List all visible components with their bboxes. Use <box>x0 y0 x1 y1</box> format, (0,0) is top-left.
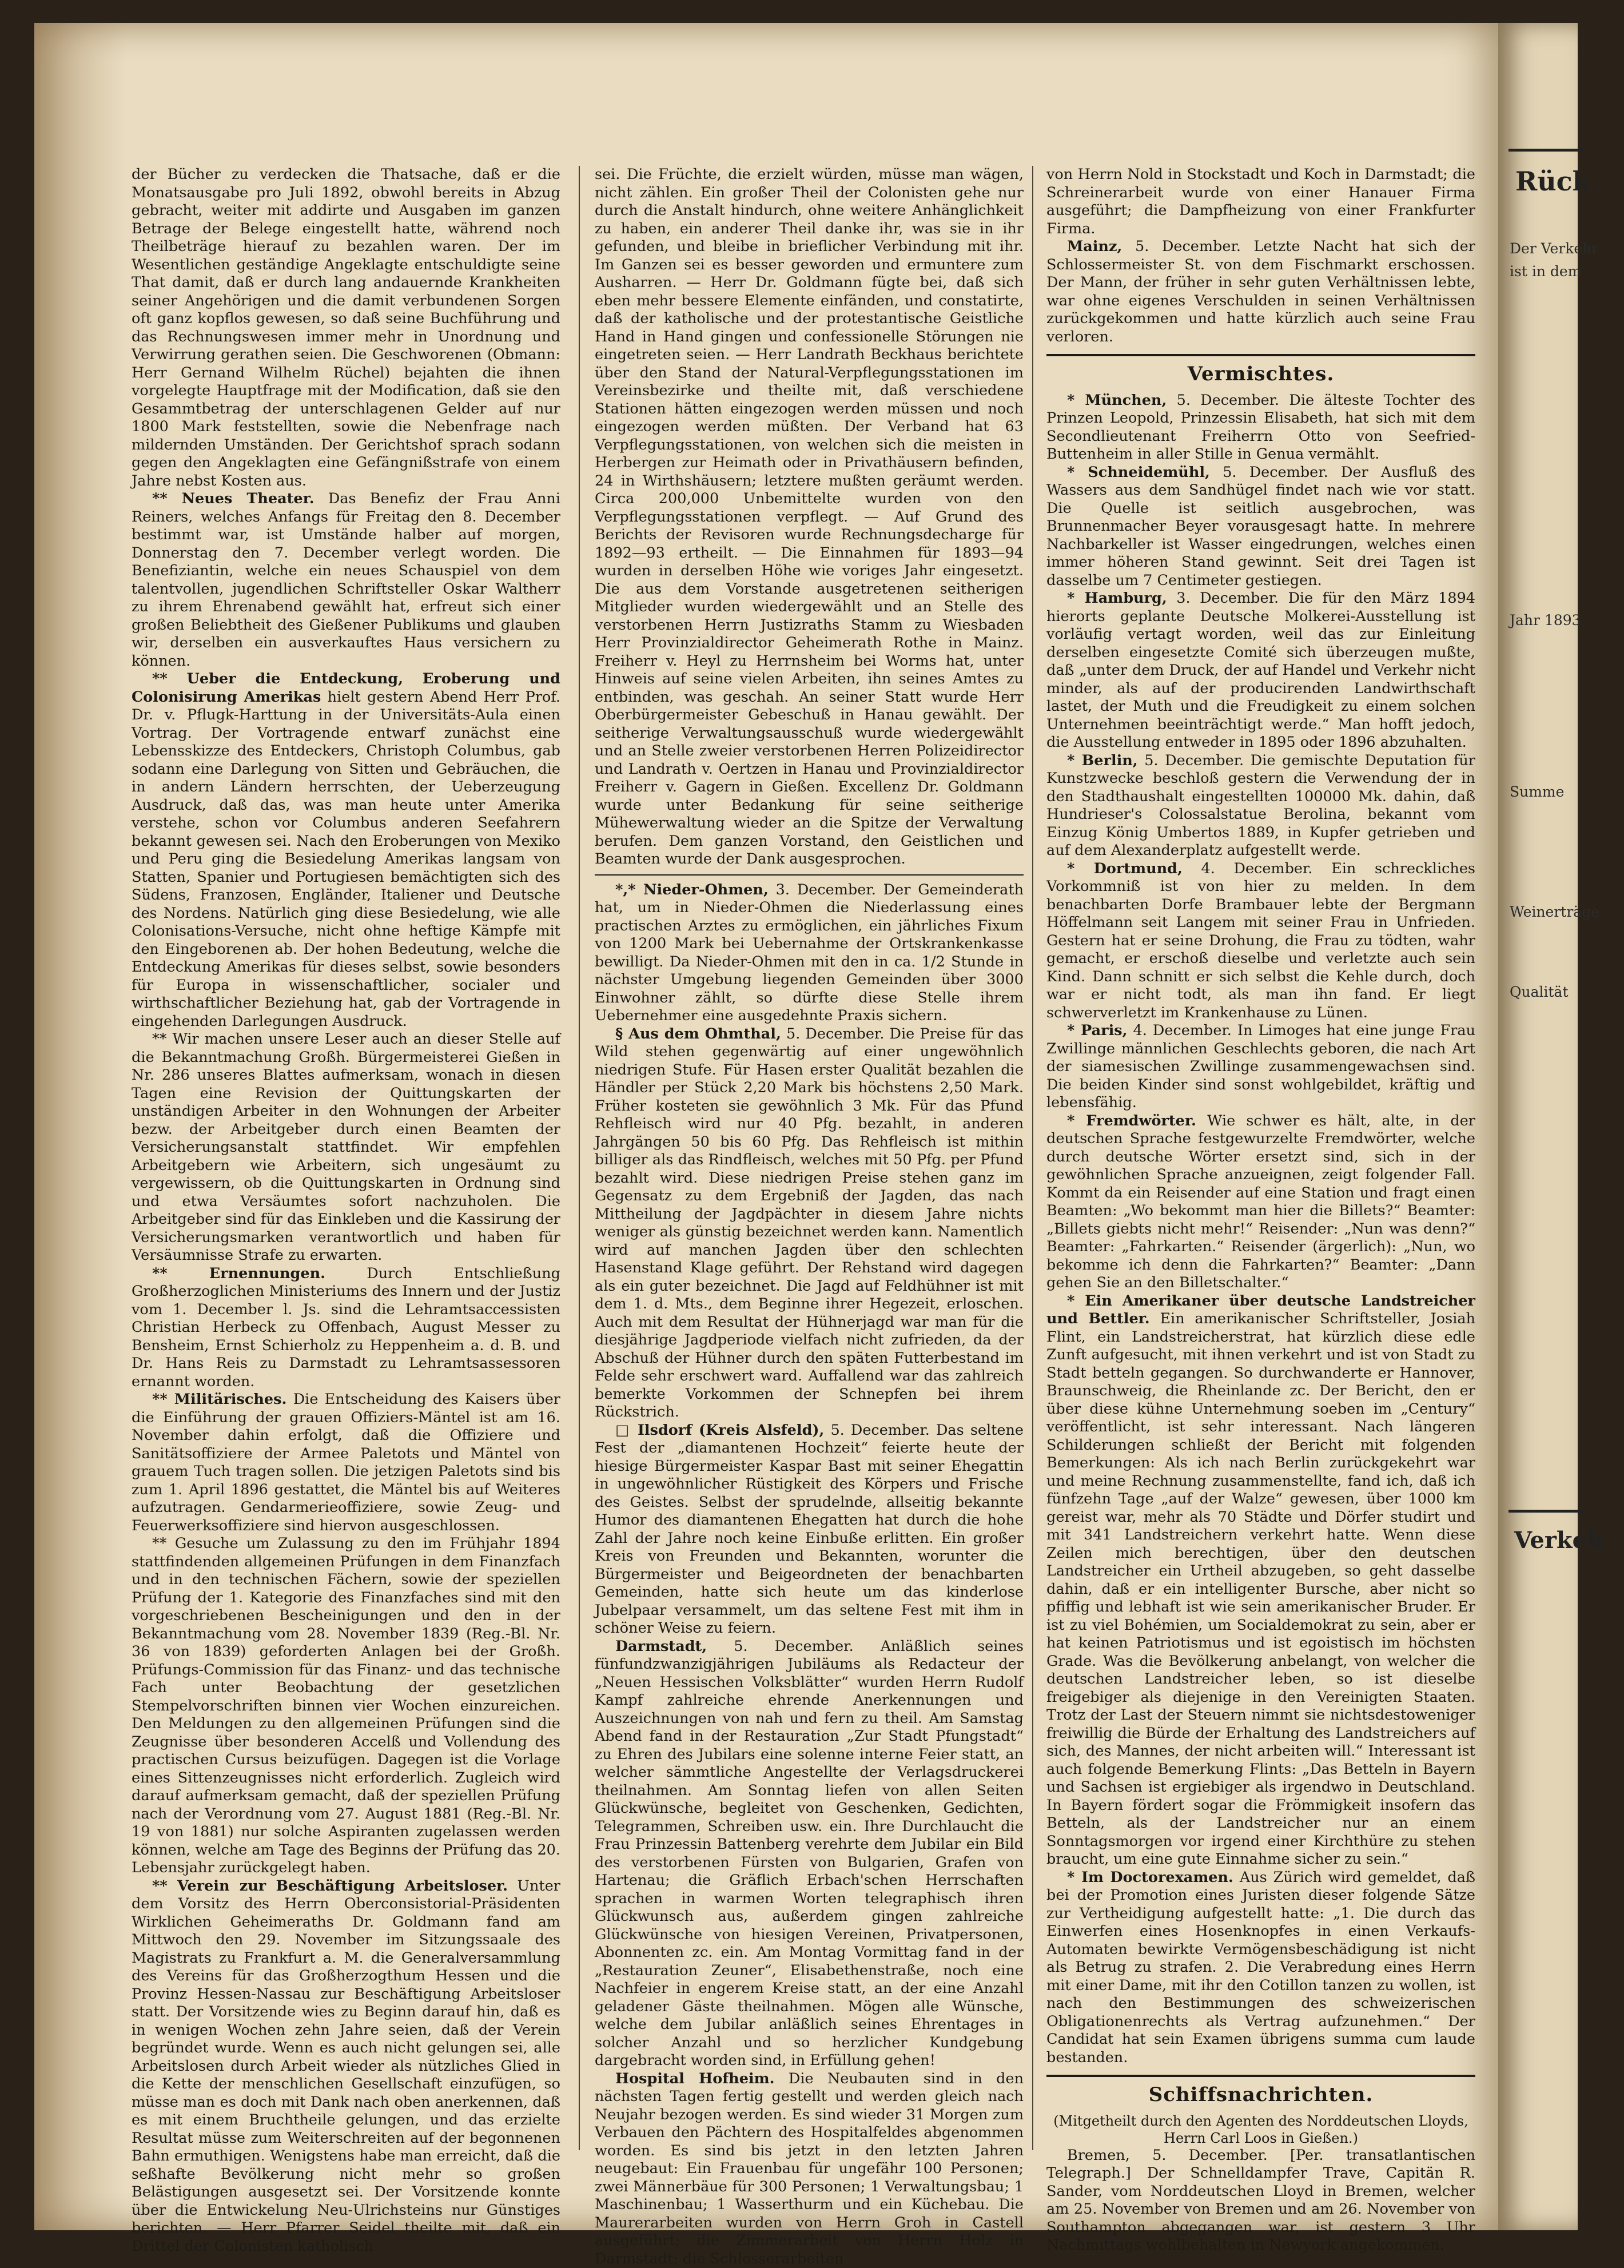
article-text: von Herrn Nold in Stockstadt und Koch in Darmstadt; die Schreinerarbeit wurde von einer Hanauer Firma ausgeführt; die Dampfheizung von einer Frankfurter Firma. <box>1046 166 1475 238</box>
article-amerikaner <box>1046 1292 1475 1869</box>
article-text: der Bücher zu verdecken die Thatsache, daß er die Monatsausgabe pro Juli 1892, obwohl bereits in Abzug gebracht, weiter mit addirte und Ausgaben im ganzen Betrage der Belege eingestellt hatte, während noch Theilbeträge hierauf zu bezahlen waren. Der im Wesentlichen geständige Angeklagte entschuldigte seine That damit, daß er durch lang andauernde Krankheiten seiner Angehörigen und die damit verbundenen Sorgen oft ganz kopflos gewesen, so daß seine Buchführung und das Rechnungswesen immer mehr in Unordnung und Verwirrung gerathen seien. Die Geschworenen (Obmann: Herr Gernand Wilhelm Rüchel) bejahten die ihnen vorgelegte Hauptfrage mit der Modification, daß sie den Gesammtbetrag der unterschlagenen Gelder auf nur 1800 Mark feststellten, sowie die Nebenfrage nach mildernden Umständen. Der Gerichtshof sprach sodann gegen den Angeklagten eine Gefängnißstrafe von einem Jahre nebst Kosten aus. <box>132 166 560 490</box>
adjacent-text-fragment: ist in dem <box>1510 263 1624 280</box>
article-heading: * Fremdwörter. <box>1067 1112 1196 1129</box>
article-text: Die Entscheidung des Kaisers über die Einführung der grauen Offiziers-Mäntel ist am 16. November dahin erfolgt, daß die Offiziere und Sanitätsoffiziere der Armee Paletots und Mäntel von grauem Tuch tragen sollen. Die jetzigen Paletots sind bis zum 1. April 1896 gestattet, die Mäntel bis auf Weiteres aufzutragen. Gendarmerieoffiziere, sowie Zeug- und Feuerwerksoffiziere sind hiervon ausgeschlossen. <box>132 1391 560 1534</box>
article-text: Wie schwer es hält, alte, in der deutschen Sprache festgewurzelte Fremdwörter, welche durch deutsche Wörter ersetzt sind, sich in der gewöhnlichen Sprache anzueignen, zeigt folgender Fall. Kommt da ein Reisender auf eine Station und fragt einen Beamten: „Wo bekommt man hier die Billets?“ Beamter: „Billets giebts nicht mehr!“ Reisender: „Nun was denn?“ Beamter: „Fahrkarten.“ Reisender (ärgerlich): „Nun, wo bekomme ich denn die Fahrkarten?“ Beamter: „Dann gehen Sie an den Billetschalter.“ <box>1046 1112 1475 1292</box>
column-2 <box>595 166 1024 2150</box>
article-heading: * Dortmund, <box>1067 860 1183 877</box>
article-heading: ** Ueber die Entdeckung, Eroberung und Colonisirung Amerikas <box>132 670 560 706</box>
article-text: Ein amerikanischer Schriftsteller, Josiah Flint, ein Landstreicherstrat, hat kürzlich diese edle Zunft aufgesucht, mit ihnen verkehrt und ist von Stadt zu Stadt betteln gegangen. So durchwanderte er Hannover, Braunschweig, die Rheinlande zc. Der Bericht, den er über diese kühne Unternehmung soeben im „Century“ veröffentlicht, ist sehr interessant. Nach längeren Schilderungen schließt der Bericht mit folgenden Bemerkungen: Als ich nach Berlin zurückgekehrt war und meine Rechnung zusammenstellte, fand ich, daß ich fünfzehn Tage „auf der Walze“ gewesen, über 1000 km gereist war, mehr als 70 Städte und Dörfer studirt und mit 341 Landstreichern verkehrt hatte. Wenn diese Zeilen mich berechtigen, über den deutschen Landstreicher ein Urtheil abzugeben, so geht dasselbe dahin, daß er ein intelligenter Bursche, aber nicht so pfiffig und lebhaft ist wie sein amerikanischer Bruder. Er ist zu viel Bohémien, um Socialdemokrat zu sein, aber er hat keinen Patriotismus und ist egoistisch im höchsten Grade. Was die Bevölkerung anbelangt, von welcher die deutschen Landstreicher leben, so ist dieselbe freigebiger als diejenige in den Vereinigten Staaten. Trotz der Last der Steuern nimmt sie nichtsdestoweniger freiwillig die Bürde der Erhaltung des Landstreichers auf sich, des Mannes, der nicht arbeiten will.“ Interessant ist auch folgende Bemerkung Flints: „Das Betteln in Bayern und Sachsen ist ergiebiger als irgendwo in Deutschland. In Bayern fördert sogar die Frömmigkeit insofern das Betteln, als der Landstreicher nur an einem Sonntagsmorgen vor irgend einer Kirchthüre zu stehen braucht, um eine gute Einnahme sicher zu sein.“ <box>1046 1310 1475 1868</box>
article-theater <box>132 490 560 670</box>
article-heading: □ Ilsdorf (Kreis Alsfeld), <box>615 1422 824 1439</box>
article-muenchen <box>1046 392 1475 464</box>
article-heading: § Aus dem Ohmthal, <box>615 1025 781 1043</box>
page-rule <box>1508 1510 1583 1513</box>
column-divider <box>1032 166 1033 2150</box>
article-text: 5. December. Die Preise für das Wild stehen gegenwärtig auf einer ungewöhnlich niedrigen Stufe. Für Hasen erster Qualität bezahlen die Händler per Stück 2,20 Mark bis höchstens 2,50 Mark. Früher kosteten sie gewöhnlich 3 Mk. Für das Pfund Rehfleisch wird nur 40 Pfg. bezahlt, in anderen Jahrgängen 50 bis 60 Pfg. Das Rehfleisch ist mithin billiger als das Rindfleisch, welches mit 50 Pfg. per Pfund bezahlt wird. Diese niedrigen Preise stehen ganz im Gegensatz zu dem Ergebniß der Jagden, das nach Mittheilung der Jagdpächter in diesem Jahre nichts weniger als günstig bezeichnet werden kann. Namentlich wird auf manchen Jagden über den schlechten Hasenstand Klage geführt. Der Rehstand wird dagegen als ein guter bezeichnet. Die Jagd auf Feldhühner ist mit dem 1. d. Mts., dem Beginne ihrer Hegezeit, erloschen. Auch mit dem Resultat der Hühnerjagd war man für die diesjährige Jagdperiode vielfach nicht zufrieden, da der Abschuß der Hühner durch den späten Futterbestand im Felde sehr erschwert ward. Auffallend war das zahlreich bemerkte Vorkommen der Schnepfen bei ihrem Rückstrich. <box>595 1025 1024 1421</box>
article-ernennungen <box>132 1265 560 1391</box>
adjacent-text-fragment: Jahr 1893 <box>1510 612 1624 629</box>
article-heading: * Hamburg, <box>1067 590 1167 607</box>
article-text: 5. December. Das seltene Fest der „diamantenen Hochzeit“ feierte heute der hiesige Bürgermeister Kaspar Bast mit seiner Ehegattin in ungewöhnlicher Rüstigkeit des Körpers und Frische des Geistes. Selbst der sprudelnde, allseitig bekannte Humor des diamantenen Ehegatten hat durch die hohe Zahl der Jahre noch keine Einbuße erlitten. Ein großer Kreis von Freunden und Bekannten, worunter die Bürgermeister und Beigeordneten der benachbarten Gemeinden, hatte sich heute um das kinderlose Jubelpaar versammelt, um das seltene Fest mit ihm in schöner Weise zu feiern. <box>595 1422 1024 1637</box>
page-gutter-shadow <box>34 23 126 2230</box>
article-schneidemuehl <box>1046 464 1475 590</box>
article-text: 3. December. Der Gemeinderath hat, um in Nieder-Ohmen die Niederlassung eines practischen Arztes zu ermöglichen, ein jährliches Fixum von 1200 Mark bei Uebernahme der Ortskrankenkasse bewilligt. Da Nieder-Ohmen mit den in ca. 1/2 Stunde in nächster Umgebung liegenden Gemeinden über 3000 Einwohner zählt, so dürfte diese Stelle ihrem Uebernehmer eine ausgedehnte Praxis sichern. <box>595 881 1024 1025</box>
section-rule <box>1046 2075 1475 2077</box>
article-text: Unter dem Vorsitz des Herrn Oberconsistorial-Präsidenten Wirklichen Geheimeraths Dr. Goldmann fand am Mittwoch den 29. November im Sitzungssaale des Magistrats zu Frankfurt a. M. die Generalversammlung des Vereins für das Großherzogthum Hessen und die Provinz Hessen-Nassau zur Beschäftigung Arbeitsloser statt. Der Vorsitzende wies zu Beginn darauf hin, daß es in wenigen Wochen zehn Jahre seien, daß der Verein begründet wurde. Wenn es auch nicht gelungen sei, alle Arbeitslosen durch Arbeit wieder als nützliches Glied in die Kette der menschlichen Gesellschaft einzufügen, so müsse man es doch mit Dank nach oben anerkennen, daß es mit einem Bruchtheile gelungen, und das erzielte Resultat müsse zum Weiterschreiten auf der begonnenen Bahn ermuthigen. Wenigstens habe man erreicht, daß die seßhafte Bevölkerung nicht mehr so großen Belästigungen ausgesetzt sei. Der Vorsitzende konnte über die Entwickelung Neu-Ulrichsteins nur Günstiges berichten. — Herr Pfarrer Seidel theilte mit, daß ein Drittel der Colonisten katholisch <box>132 1877 560 2255</box>
article-militaer <box>132 1391 560 1535</box>
article-text: 5. December. Die älteste Tochter des Prinzen Leopold, Prinzessin Elisabeth, hat sich mit dem Secondlieutenant Freiherrn Otto von Seefried-Buttenheim in aller Stille in Genua vermählt. <box>1046 392 1475 463</box>
article-heading: * Ein Amerikaner über deutsche Landstreicher und Bettler. <box>1046 1292 1475 1328</box>
column-3 <box>1046 166 1475 2150</box>
article-text: 5. December. Letzte Nacht hat sich der Schlossermeister St. von dem Fischmarkt erschossen. Der Mann, der früher in sehr guten Verhältnissen lebte, war ohne eigenes Verschulden in seinen Verhältnissen zurückgekommen und hatte kürzlich auch seine Frau verloren. <box>1046 238 1475 345</box>
article-heading: ** Militärisches. <box>152 1391 286 1408</box>
article-text: 4. December. Ein schreckliches Vorkommniß ist von hier zu melden. In dem benachbarten Dorfe Brambauer lebte der Bergmann Höffelmann seit Langem mit seiner Frau in Unfrieden. Gestern hat er seine Drohung, die Frau zu tödten, wahr gemacht, er erschoß dieselbe und verletzte auch sein Kind. Dann schnitt er sich selbst die Kehle durch, doch war er nicht todt, als man ihn fand. Er liegt schwerverletzt im Krankenhause zu Lünen. <box>1046 860 1475 1021</box>
article-darmstadt <box>595 1638 1024 2070</box>
article-text: 3. December. Die für den März 1894 hierorts geplante Deutsche Molkerei-Ausstellung ist vorläufig vertagt worden, weil das zur Einleitung derselben eingesetzte Comité sich überzeugen mußte, daß „unter dem Druck, der auf Handel und Verkehr nicht minder, als auf der producirenden Landwirthschaft lastet, der Muth und die Freudigkeit zu einem solchen Unternehmen beeinträchtigt werde.“ Man hofft jedoch, die Ausstellung entweder in 1895 oder 1896 abzuhalten. <box>1046 590 1475 751</box>
article-text: Die Neubauten sind in den nächsten Tagen fertig gestellt und werden gleich nach Neujahr bezogen werden. Es sind wieder 31 Morgen zum Verbauen den Pächtern des Hospitalfeldes abgenommen worden. Es sind bis jetzt in den letzten Jahren neugebaut: Ein Frauenbau für ungefähr 100 Personen; zwei Männerbäue für 300 Personen; 1 Verwaltungsbau; 1 Maschinenbau; 1 Wasserthurm und ein Küchebau. Die Maurerarbeiten wurden von Herrn Groh in Castell ausgeführt; die Zimmerarbeit von Herrn Holz in Darmstadt; die Schlosserarbeiten <box>595 2070 1024 2267</box>
article-heading: *,* Nieder-Ohmen, <box>615 881 769 898</box>
article-text: hielt gestern Abend Herr Prof. Dr. v. Pflugk-Harttung in der Universitäts-Aula einen Vortrag. Der Vortragende entwarf zunächst eine Lebensskizze des Entdeckers, Christoph Columbus, gab sodann eine Darlegung von Sitten und Gebräuchen, die in andern Ländern herrschten, der Ueberzeugung Ausdruck, daß das, was man heute unter Amerika verstehe, schon vor Columbus anderen Seefahrern bekannt gewesen sei. Nach den Eroberungen von Mexiko und Peru ging die Besiedelung Amerikas langsam von Statten, Spanier und Portugiesen bemächtigten sich des Südens, Franzosen, Engländer, Italiener und Deutsche des Nordens. Natürlich ging diese Besiedelung, wie alle Colonisations-Versuche, nicht ohne heftige Kämpfe mit den Eingeborenen ab. Der hohen Bedeutung, welche die Entdeckung Amerikas für dieses selbst, sowie besonders für Europa in wissenschaftlicher, socialer und wirthschaftlicher Beziehung hat, gab der Vortragende in eingehenden Darlegungen Ausdruck. <box>132 689 560 1030</box>
article-text: 4. December. In Limoges hat eine junge Frau Zwillinge männlichen Geschlechts geboren, die nach Art der siamesischen Zwillinge zusammengewachsen sind. Die beiden Kinder sind sonst wohlgebildet, kräftig und lebensfähig. <box>1046 1022 1475 1111</box>
section-source-note: (Mitgetheilt durch den Agenten des Norddeutschen Lloyds, Herrn Carl Loos in Gießen.) <box>1046 2112 1475 2147</box>
article-heading: ** Neues Theater. <box>152 490 315 507</box>
article-hofheim <box>595 2070 1024 2268</box>
article-text: 5. December. Die gemischte Deputation für Kunstzwecke beschloß gestern die Verwendung der in den Stadthaushalt eingestellten 100000 Mk. dahin, daß Hundrieser's Colossalstatue Berolina, bekannt vom Einzug König Umbertos 1889, in Kupfer getrieben und auf dem Alexanderplatz aufgestellt werde. <box>1046 752 1475 860</box>
article-schiff: Bremen, 5. December. [Per. transatlantischen Telegraph.] Der Schnelldampfer Trave, Capitän R. Sander, vom Norddeutschen Lloyd in Bremen, welcher am 25. November von Bremen und am 26. November von Southampton abgegangen war, ist gestern 3 Uhr Nachmittags wohlbehalten in Newyork angekommen. <box>1046 2147 1475 2255</box>
article-heading: * Paris, <box>1067 1022 1128 1039</box>
adjacent-text-fragment: Summe <box>1510 783 1624 801</box>
article-heading: * Schneidemühl, <box>1067 464 1210 481</box>
adjacent-page-heading: Verkeh <box>1514 1527 1603 1554</box>
article-mainz <box>1046 238 1475 346</box>
column-divider <box>579 166 580 2150</box>
column-1 <box>132 166 560 2150</box>
page-rule <box>1508 149 1583 152</box>
adjacent-page-heading: Rück <box>1515 166 1591 197</box>
article-paris <box>1046 1022 1475 1112</box>
adjacent-page-edge <box>1498 23 1578 2230</box>
section-rule <box>1046 354 1475 356</box>
article-hamburg <box>1046 590 1475 752</box>
article-fremdwoerter <box>1046 1112 1475 1292</box>
article-text: Das Benefiz der Frau Anni Reiners, welches Anfangs für Freitag den 8. December bestimmt war, ist Umstände halber auf morgen, Donnerstag den 7. December verlegt worden. Die Benefiziantin, welche ein neues Schauspiel von dem talentvollen, jugendlichen Schriftsteller Oskar Waltherr zu ihrem Ehrenabend gewählt hat, erfreut sich einer großen Beliebtheit des Gießener Publikums und glauben wir, derselben ein ausverkauftes Haus versichern zu können. <box>132 490 560 670</box>
article-text: Durch Entschließung Großherzoglichen Ministeriums des Innern und der Justiz vom 1. December l. Js. sind die Lehramtsaccessisten Christian Herbeck zu Offenbach, August Messer zu Bensheim, Ernst Schierholz zu Heppenheim a. d. B. und Dr. Hans Reis zu Darmstadt zu Lehramtsassessoren ernannt worden. <box>132 1265 560 1390</box>
article-ohmthal <box>595 1025 1024 1422</box>
article-heading: * Im Doctorexamen. <box>1067 1869 1233 1886</box>
adjacent-text-fragment: Der Verkehr <box>1510 240 1624 257</box>
article-text: 5. December. Der Ausfluß des Wassers aus dem Sandhügel findet nach wie vor statt. Die Quelle ist seitlich ausgebrochen, was Brunnenmacher Beyer vorausgesagt hatte. In mehrere Nachbarkeller ist Wasser eingedrungen, welches einen immer höheren Stand gewinnt. Seit drei Tagen ist dasselbe um 7 Centimeter gestiegen. <box>1046 464 1475 589</box>
article-heading: Darmstadt, <box>615 1638 707 1655</box>
article-heading: * Berlin, <box>1067 752 1138 769</box>
article-berlin <box>1046 752 1475 860</box>
article-text: 5. December. Anläßlich seines fünfundzwanzigjährigen Jubiläums als Redacteur der „Neuen Hessischen Volksblätter“ wurden Herrn Rudolf Kampf zahlreiche ehrende Anerkennungen und Auszeichnungen von nah und fern zu theil. Am Samstag Abend fand in der Restauration „Zur Stadt Pfungstadt“ zu Ehren des Jubilars eine solenne interne Feier statt, an welcher sämmtliche Angestellte der Verlagsdruckerei theilnahmen. Am Sonntag liefen von allen Seiten Glückwünsche, begleitet von Geschenken, Gedichten, Telegrammen, Schreiben usw. ein. Ihre Durchlaucht die Frau Prinzessin Battenberg verehrte dem Jubilar ein Bild des verstorbenen Fürsten von Bulgarien, Grafen von Hartenau; die Gräflich Erbach'schen Herrschaften sprachen in warmen Worten telegraphisch ihren Glückwunsch aus, außerdem gingen zahlreiche Glückwünsche von hiesigen Vereinen, Privatpersonen, Abonnenten zc. ein. Am Montag Vormittag fand in der „Restauration Zeuner“, Elisabethenstraße, noch eine Nachfeier in engerem Kreise statt, an der eine Anzahl geladener Gäste theilnahmen. Mögen alle Wünsche, welche dem Jubilar anläßlich seines Ehrentages in solcher Anzahl und so herzlicher Kundgebung dargebracht worden sind, in Erfüllung gehen! <box>595 1638 1024 2070</box>
article-amerika <box>132 670 560 1030</box>
article-doctorexamen <box>1046 1869 1475 2067</box>
article-heading: Hospital Hofheim. <box>615 2070 775 2087</box>
article-dortmund <box>1046 860 1475 1022</box>
article-heading: ** Ernennungen. <box>152 1265 325 1282</box>
article-verein <box>132 1877 560 2256</box>
adjacent-text-fragment: Weinerträge <box>1510 904 1624 921</box>
article-ilsdorf <box>595 1422 1024 1638</box>
section-title-vermischtes: Vermischtes. <box>1046 365 1475 384</box>
article-divider <box>595 874 1024 876</box>
article-text: Aus Zürich wird gemeldet, daß bei der Promotion eines Juristen dieser folgende Sätze zur Vertheidigung aufgestellt hatte: „1. Die durch das Einwerfen eines Hosenknopfes in einen Verkaufs-Automaten bewirkte Vermögensbeschädigung ist nicht als Betrug zu strafen. 2. Die Verabredung eines Herrn mit einer Dame, mit ihr den Cotillon tanzen zu wollen, ist nach den Bestimmungen des schweizerischen Obligationenrechts als Vertrag aufzunehmen.“ Der Candidat hat sein Examen übrigens summa cum laude bestanden. <box>1046 1869 1475 2066</box>
article-text: sei. Die Früchte, die erzielt würden, müsse man wägen, nicht zählen. Ein großer Theil der Colonisten gehe nur durch die Anstalt hindurch, ohne weitere Anhänglichkeit zu haben, ein anderer Theil danke ihr, was sie in ihr gefunden, und bleibe in brieflicher Verbindung mit ihr. Im Ganzen sei es besser geworden und ermuntere zum Ausharren. — Herr Dr. Goldmann fügte bei, daß sich eben mehr bessere Elemente einfänden, und constatirte, daß der katholische und der protestantische Geistliche Hand in Hand gingen und confessionelle Störungen nie eingetreten seien. — Herr Landrath Beckhaus berichtete über den Stand der Natural-Verpflegungsstationen im Vereinsbezirke und theilte mit, daß verschiedene Stationen hätten eingezogen werden müssen und noch eingezogen werden müßten. Der Verband hat 63 Verpflegungsstationen, von welchen sich die meisten in Herbergen zur Heimath oder in Privathäusern befinden, 24 in Wirthshäusern; letztere mußten geräumt werden. Circa 200,000 Unbemittelte wurden von den Verpflegungsstationen verpflegt. — Auf Grund des Berichts der Revisoren wurde Rechnungsdecharge für 1892—93 ertheilt. — Die Einnahmen für 1893—94 wurden in derselben Höhe wie voriges Jahr eingesetzt. Die aus dem Vorstande ausgetretenen seitherigen Mitglieder wurden wiedergewählt und an Stelle des verstorbenen Herrn Justizraths Stamm zu Wiesbaden Herr Provinzialdirector Geheimerath Rothe in Mainz. Freiherr v. Heyl zu Herrnsheim bei Worms hat, unter Hinweis auf seine vielen Arbeiten, ihn seines Amtes zu entbinden, was geschah. An seiner Statt wurde Herr Oberbürgermeister Gebeschuß in Hanau gewählt. Der seitherige Verwaltungsausschuß wurde wiedergewählt und an Stelle zweier verstorbenen Herren Polizeidirector und Landrath v. Oertzen in Hanau und Provinzialdirector Freiherr v. Gagern in Gießen. Excellenz Dr. Goldmann wurde unter Bedankung für seine seitherige Mühewerwaltung wieder an die Spitze der Verwaltung berufen. Dem ganzen Vorstand, den Geistlichen und Beamten wurde der Dank ausgesprochen. <box>595 166 1024 869</box>
article-ohmen <box>595 881 1024 1025</box>
article-heading: * München, <box>1067 392 1167 409</box>
article-pruefung: ** Gesuche um Zulassung zu den im Frühjahr 1894 stattfindenden allgemeinen Prüfungen in dem Finanzfach und in den technischen Fächern, sowie der speziellen Prüfung der 1. Kategorie des Finanzfaches sind mit den vorgeschriebenen Bescheinigungen und den in der Bekanntmachung vom 28. November 1839 (Reg.-Bl. Nr. 36 von 1839) geforderten Anlagen bei der Großh. Prüfungs-Commission für das Finanz- und das technische Fach unter Beobachtung der gesetzlichen Stempelvorschriften binnen vier Wochen einzureichen. Den Meldungen zu den allgemeinen Prüfungen sind die Zeugnisse über besonderen Accelß und Vollendung des practischen Cursus beizufügen. Dagegen ist die Vorlage eines Sittenzeugnisses nicht erforderlich. Zugleich wird darauf aufmerksam gemacht, daß der speziellen Prüfung nach der Verordnung vom 27. August 1881 (Reg.-Bl. Nr. 19 von 1881) nur solche Aspiranten zugelassen werden können, welche am Tage des Beginns der Prüfung das 20. Lebensjahr zurückgelegt haben. <box>132 1535 560 1877</box>
adjacent-text-fragment: Qualität <box>1510 984 1624 1001</box>
article-heading: Mainz, <box>1067 238 1122 255</box>
article-heading: ** Verein zur Beschäftigung Arbeitsloser. <box>152 1877 508 1895</box>
section-title-schiffsnachrichten: Schiffsnachrichten. <box>1046 2086 1475 2104</box>
article-quittung: ** Wir machen unsere Leser auch an dieser Stelle auf die Bekanntmachung Großh. Bürgermeisterei Gießen in Nr. 286 unseres Blattes aufmerksam, wonach in diesen Tagen eine Revision der Quittungskarten der unständigen Arbeiter in den Wohnungen der Arbeiter bezw. der Arbeitgeber durch einen Beamten der Versicherungsanstalt stattfindet. Wir empfehlen Arbeitgebern wie Arbeitern, sich ungesäumt zu vergewissern, ob die Quittungskarten in Ordnung sind und etwa Versäumtes sofort nachzuholen. Die Arbeitgeber sind für das Einkleben und die Kassirung der Versicherungsmarken verantwortlich und haben für Versäumnisse Strafe zu erwarten. <box>132 1030 560 1265</box>
